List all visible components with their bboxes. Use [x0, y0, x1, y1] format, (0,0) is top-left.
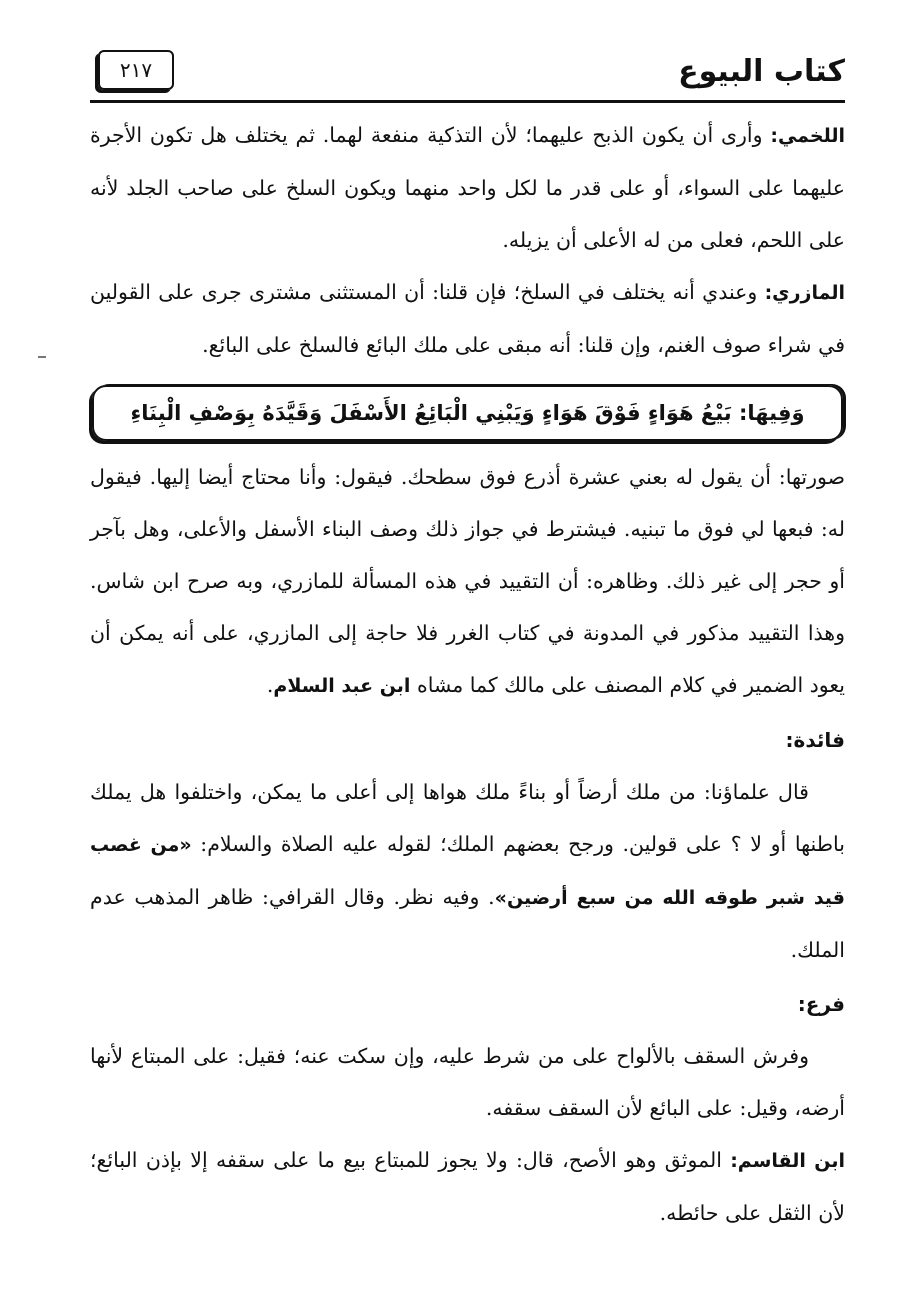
paragraph-ibn-qasim	[90, 1134, 845, 1239]
hadith-quote: «من غصب قيد شبر طوقه الله من سبع أرضين»	[90, 834, 845, 909]
paragraph-end: .	[266, 673, 274, 697]
paragraph-text: وعندي أنه يختلف في السلخ؛ فإن قلنا: أن المستثنى مشترى جرى على القولين في شراء صوف الغنم، وإن قلنا: أنه مبقى على ملك البائع فالسلخ على البائع.	[90, 280, 845, 357]
paragraph-lakhmi	[90, 109, 845, 266]
book-title: كتاب البيوع	[678, 54, 845, 89]
page-number: ٢١٧	[119, 58, 153, 82]
paragraph-text: وفرش السقف بالألواح على من شرط عليه، وإن سكت عنه؛ فقيل: على المبتاع لأنها أرضه، وقيل: على البائع لأن السقف سقفه.	[90, 1044, 845, 1120]
speaker-name: اللخمي:	[770, 125, 845, 147]
matn-box	[92, 385, 843, 441]
paragraph-text: قال علماؤنا: من ملك أرضاً أو بناءً ملك هواها إلى أعلى ما يمكن، واختلفوا هل يملك باطنها أو لا ؟ على قولين. ورجح بعضهم الملك؛ لقوله عليه الصلاة والسلام:	[90, 780, 845, 856]
page-header	[90, 40, 845, 103]
paragraph-text: الموثق وهو الأصح، قال: ولا يجوز للمبتاع بيع ما على سقفه إلا بإذن البائع؛ لأن الثقل على حائطه.	[90, 1148, 845, 1225]
paragraph-commentary	[90, 451, 845, 712]
scholar-name: ابن عبد السلام	[273, 675, 411, 697]
speaker-name: المازري:	[764, 282, 845, 304]
paragraph-mazari	[90, 266, 845, 371]
section-heading-far: فرع:	[797, 992, 845, 1016]
section-heading-faida: فائدة:	[785, 728, 845, 752]
paragraph-text: صورتها: أن يقول له بعني عشرة أذرع فوق سطحك. فيقول: وأنا محتاج أيضا إليها. فيقول له: فبعها لي فوق ما تبنيه. فيشترط في جواز ذلك وصف البناء الأسفل والأعلى، وهل بآجر أو حجر إلى غير ذلك. وظاهره: أن التقييد في هذه المسألة للمازري، وبه صرح ابن شاس. وهذا التقييد مذكور في المدونة في كتاب الغرر فلا حاجة إلى المازري، على أنه يمكن أن يعود الضمير في كلام المصنف على مالك كما مشاه	[90, 465, 845, 697]
page-number-box	[98, 50, 174, 90]
paragraph-far	[90, 1030, 845, 1134]
book-page	[90, 40, 845, 1239]
matn-text: وَفِيهَا: بَيْعُ هَوَاءٍ فَوْقَ هَوَاءٍ وَيَبْنِي الْبَائِعُ الأَسْفَلَ وَقَيَّدَهُ بِوَصْفِ الْبِنَاءِ	[130, 401, 805, 425]
margin-mark	[38, 356, 46, 358]
paragraph-text: وأرى أن يكون الذبح عليهما؛ لأن التذكية منفعة لهما. ثم يختلف هل تكون الأجرة عليهما على السواء، أو على قدر ما لكل واحد منهما ويكون السلخ على صاحب الجلد لأنه على اللحم، فعلى من له الأعلى أن يزيله.	[90, 123, 845, 252]
paragraph-end: . وفيه نظر. وقال القرافي: ظاهر المذهب عدم الملك.	[90, 885, 845, 962]
paragraph-faida	[90, 766, 845, 976]
speaker-name: ابن القاسم:	[730, 1150, 845, 1172]
